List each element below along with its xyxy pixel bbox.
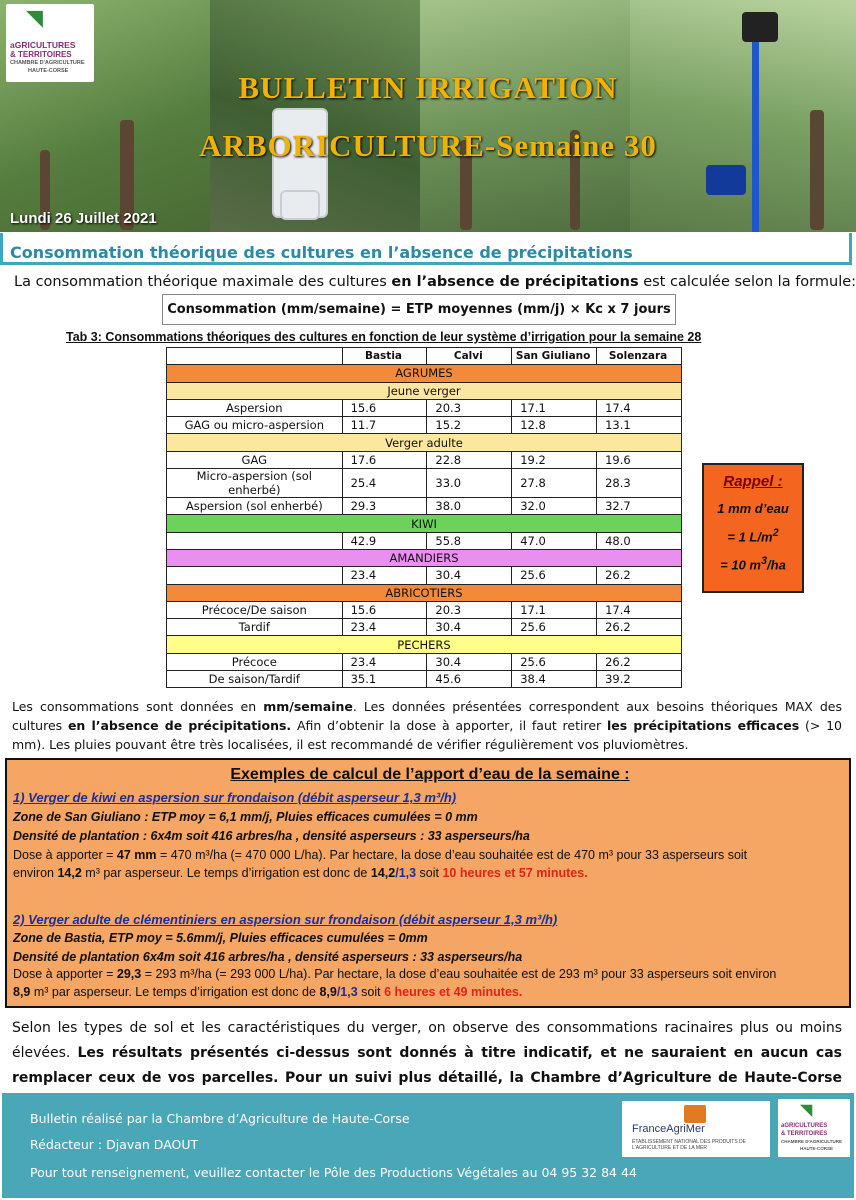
table-header-cell: Bastia — [342, 348, 427, 365]
table-cell: 47.0 — [512, 532, 597, 549]
table-cell: 25.6 — [512, 567, 597, 584]
table-header-cell: Calvi — [427, 348, 512, 365]
example-2-density: Densité de plantation 6x4m soit 416 arbres/ha , densité asperseurs : 33 asperseurs/ha — [13, 950, 523, 964]
example-1-dose-line-2: environ 14,2 m³ par asperseur. Le temps d’irrigation est donc de 14,2/1,3 soit 10 heures et 57 minutes. — [13, 866, 588, 880]
table-cell: 23.4 — [342, 619, 427, 636]
franceagrimer-mark-icon — [684, 1105, 706, 1123]
table-row — [167, 653, 682, 670]
table-row — [167, 451, 682, 468]
chambre-agriculture-logo: ◥ aGRICULTURES & TERRITOIRES CHAMBRE D'AGRICULTURE HAUTE-CORSE — [6, 4, 94, 82]
table-category-row — [167, 434, 682, 451]
table-cell: 19.6 — [597, 451, 682, 468]
table-category-row — [167, 365, 682, 382]
franceagrimer-logo: FranceAgriMer ÉTABLISSEMENT NATIONAL DES PRODUITS DE L'AGRICULTURE ET DE LA MER — [622, 1101, 770, 1157]
table-row-label: Micro-aspersion (sol enherbé) — [167, 469, 343, 498]
table-category-label: AGRUMES — [167, 365, 682, 382]
orchard-photo-3 — [420, 0, 630, 232]
header-banner — [0, 0, 856, 232]
table-cell: 25.6 — [512, 653, 597, 670]
table-cell: 28.3 — [597, 469, 682, 498]
footer-editor-line: Rédacteur : Djavan DAOUT — [30, 1137, 199, 1152]
footer-author-line: Bulletin réalisé par la Chambre d’Agriculture de Haute-Corse — [30, 1111, 410, 1126]
table-row — [167, 417, 682, 434]
table-cell: 30.4 — [427, 619, 512, 636]
table-cell: 17.4 — [597, 399, 682, 416]
table-cell: 29.3 — [342, 498, 427, 515]
rappel-line-2: = 1 $L/m^2$ — [727, 527, 779, 545]
examples-box — [5, 758, 851, 1008]
table-cell: 30.4 — [427, 653, 512, 670]
table-header-cell: Solenzara — [597, 348, 682, 365]
table-cell: 48.0 — [597, 532, 682, 549]
table-row — [167, 671, 682, 688]
table-cell: 20.3 — [427, 399, 512, 416]
table-category-row — [167, 515, 682, 532]
table-cell: 15.2 — [427, 417, 512, 434]
table-cell: 23.4 — [342, 567, 427, 584]
table-header-cell: San Giuliano — [512, 348, 597, 365]
example-2-dose-line-2: 8,9 m³ par asperseur. Le temps d’irrigation est donc de 8,9/1,3 soit 6 heures et 49 minutes. — [13, 985, 523, 999]
table-row-label: Précoce — [167, 653, 343, 670]
example-2-heading: 2) Verger adulte de clémentiniers en aspersion sur frondaison (débit asperseur 1,3 m³/h) — [13, 912, 558, 927]
table-cell: 26.2 — [597, 619, 682, 636]
table-cell: 22.8 — [427, 451, 512, 468]
table-cell: 39.2 — [597, 671, 682, 688]
table-row — [167, 469, 682, 498]
table-row-label: GAG ou micro-aspersion — [167, 417, 343, 434]
table-cell: 26.2 — [597, 653, 682, 670]
table-row-label: GAG — [167, 451, 343, 468]
table-cell: 19.2 — [512, 451, 597, 468]
table-cell: 13.1 — [597, 417, 682, 434]
table-row — [167, 498, 682, 515]
table-row — [167, 601, 682, 618]
table-cell: 12.8 — [512, 417, 597, 434]
example-1-heading: 1) Verger de kiwi en aspersion sur frondaison (débit asperseur 1,3 m³/h) — [13, 790, 457, 805]
table-cell: 17.1 — [512, 601, 597, 618]
table-cell: 32.0 — [512, 498, 597, 515]
table-row-label: Précoce/De saison — [167, 601, 343, 618]
table-cell: 33.0 — [427, 469, 512, 498]
orchard-photo-4 — [630, 0, 856, 232]
table-category-label: PECHERS — [167, 636, 682, 653]
table-category-label: KIWI — [167, 515, 682, 532]
table-cell: 30.4 — [427, 567, 512, 584]
intro-text: La consommation théorique maximale des cultures en l’absence de précipitations est calculée selon la formule: — [14, 274, 856, 290]
example-2-zone: Zone de Bastia, ETP moy = 5.6mm/j, Pluies efficaces cumulées = 0mm — [13, 931, 428, 945]
table-cell: 32.7 — [597, 498, 682, 515]
table-caption: Tab 3: Consommations théoriques des cultures en fonction de leur système d’irrigation pour la semaine 28 — [66, 330, 702, 344]
section-title: Consommation théorique des cultures en l’absence de précipitations — [10, 243, 633, 262]
table-row-label: Aspersion — [167, 399, 343, 416]
example-1-density: Densité de plantation : 6x4m soit 416 arbres/ha , densité asperseurs : 33 asperseurs/ha — [13, 829, 530, 843]
table-cell: 23.4 — [342, 653, 427, 670]
table-cell: 38.4 — [512, 671, 597, 688]
example-1-dose-line-1: Dose à apporter = 47 mm = 470 m³/ha (= 470 000 L/ha). Par hectare, la dose d’eau souhaitée est de 470 m³ pour 33 asperseurs soit — [13, 848, 748, 862]
table-cell: 17.4 — [597, 601, 682, 618]
table-cell: 15.6 — [342, 399, 427, 416]
table-cell: 27.8 — [512, 469, 597, 498]
table-row — [167, 567, 682, 584]
table-cell: 20.3 — [427, 601, 512, 618]
chambre-agriculture-footer-logo: ◥ aGRICULTURES & TERRITOIRES CHAMBRE D'AGRICULTURE HAUTE-CORSE — [778, 1099, 850, 1157]
table-row-label — [167, 567, 343, 584]
table-row-label — [167, 532, 343, 549]
table-category-label: ABRICOTIERS — [167, 584, 682, 601]
formula-box: Consommation (mm/semaine) = ETP moyennes (mm/j) × Kc x 7 jours — [162, 294, 676, 325]
example-1-zone: Zone de San Giuliano : ETP moy = 6,1 mm/j, Pluies efficaces cumulées = 0 mm — [13, 810, 478, 824]
table-row — [167, 399, 682, 416]
table-category-row — [167, 636, 682, 653]
bulletin-title: BULLETIN IRRIGATION — [238, 70, 618, 105]
table-cell: 25.4 — [342, 469, 427, 498]
table-cell: 15.6 — [342, 601, 427, 618]
table-category-label: AMANDIERS — [167, 549, 682, 566]
table-cell: 38.0 — [427, 498, 512, 515]
footer — [2, 1093, 854, 1198]
table-row-label: Tardif — [167, 619, 343, 636]
table-cell: 55.8 — [427, 532, 512, 549]
table-row — [167, 619, 682, 636]
logo-leaf-icon: ◥ — [26, 6, 43, 31]
table-cell: 26.2 — [597, 567, 682, 584]
table-category-label: Verger adulte — [167, 434, 682, 451]
examples-title: Exemples de calcul de l’apport d’eau de la semaine : — [230, 766, 630, 783]
example-2-dose-line-1: Dose à apporter = 29,3 = 293 m³/ha (= 293 000 L/ha). Par hectare, la dose d’eau souhaitée est de 293 m³ pour 33 asperseurs soit environ — [13, 967, 777, 981]
table-category-label: Jeune verger — [167, 382, 682, 399]
table-category-row — [167, 549, 682, 566]
table-row-label: Aspersion (sol enherbé) — [167, 498, 343, 515]
table-row-label: De saison/Tardif — [167, 671, 343, 688]
table-row — [167, 532, 682, 549]
table-header-row — [167, 348, 682, 365]
rappel-title: Rappel : — [723, 473, 783, 490]
table-cell: 17.1 — [512, 399, 597, 416]
table-cell: 11.7 — [342, 417, 427, 434]
table-cell: 42.9 — [342, 532, 427, 549]
rappel-line-1: 1 mm d’eau — [717, 501, 789, 516]
table-header-empty — [167, 348, 343, 365]
table-category-row — [167, 584, 682, 601]
rappel-line-3: = 10 $m^3/ha$ — [720, 555, 786, 573]
footer-contact-line: Pour tout renseignement, veuillez contacter le Pôle des Productions Végétales au 04 95 32 84 44 — [30, 1165, 637, 1180]
bulletin-date: Lundi 26 Juillet 2021 — [10, 210, 157, 227]
orchard-photo-2 — [210, 0, 420, 232]
consumption-table — [166, 347, 682, 688]
notes-paragraph: Les consommations sont données en mm/semaine. Les données présentées correspondent aux besoins théoriques MAX des cultures en l’absence de précipitations. Afin d’obtenir la dose à apporter, il faut retirer les précipitations efficaces (> 10 mm). Les pluies pouvant être très localisées, il est recommandé de vérifier régulièrement vos pluviomètres. — [12, 699, 842, 752]
rappel-box — [702, 463, 804, 593]
table-cell: 25.6 — [512, 619, 597, 636]
table-category-row — [167, 382, 682, 399]
bulletin-subtitle: ARBORICULTURE-Semaine 30 — [199, 128, 657, 163]
footer-logo-leaf-icon: ◥ — [800, 1100, 813, 1119]
table-cell: 45.6 — [427, 671, 512, 688]
table-cell: 35.1 — [342, 671, 427, 688]
conclusion-paragraph: Selon les types de sol et les caractéristiques du verger, on observe des consommations racinaires plus ou moins élevées. Les résultats présentés ci-dessus sont donnés à titre indicatif, et ne sauraient en aucun cas remplacer ceux de vos parcelles. Pour un suivi plus détaillé, la Chambre d’Agriculture de Haute-Corse — [12, 1020, 842, 1086]
table-cell: 17.6 — [342, 451, 427, 468]
